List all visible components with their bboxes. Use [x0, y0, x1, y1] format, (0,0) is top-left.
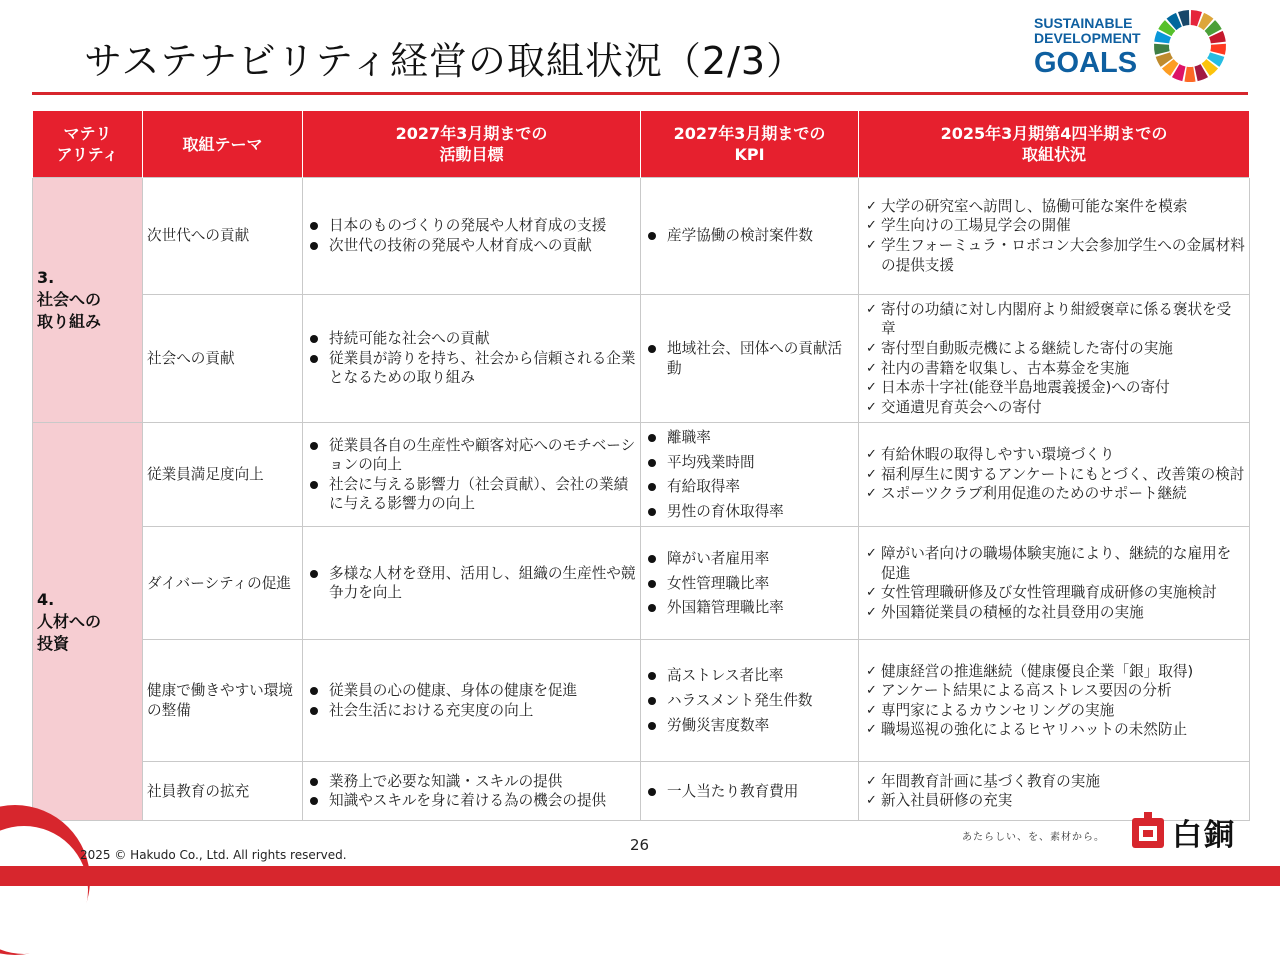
header-goals: 2027年3月期までの 活動目標 [303, 111, 641, 178]
status-cell [859, 178, 1250, 295]
goal-item: 業務上で必要な知識・スキルの提供 [307, 772, 636, 792]
status-item: ✓ 健康経営の推進継続（健康優良企業「銀」取得) [863, 662, 1245, 682]
kpi-item: 平均残業時間 [645, 453, 854, 473]
status-item: ✓ 女性管理職研修及び女性管理職育成研修の実施検討 [863, 583, 1245, 603]
status-item: ✓ 有給休暇の取得しやすい環境づくり [863, 445, 1245, 465]
sdg-line-2: DEVELOPMENT [1034, 30, 1141, 46]
status-item: ✓ 職場巡視の強化によるヒヤリハットの未然防止 [863, 720, 1245, 740]
header-status: 2025年3月期第4四半期までの 取組状況 [859, 111, 1250, 178]
goals-cell [303, 762, 641, 821]
sdg-wheel-segment [1210, 44, 1226, 55]
status-item: ✓ 学生フォーミュラ・ロボコン大会参加学生への金属材料の提供支援 [863, 236, 1245, 275]
status-item: ✓ スポーツクラブ利用促進のためのサポート継続 [863, 484, 1245, 504]
status-item: ✓ 福利厚生に関するアンケートにもとづく、改善策の検討 [863, 465, 1245, 485]
sdg-line-3: GOALS [1034, 47, 1138, 79]
materiality-number: 4. [37, 589, 55, 609]
sdg-wheel-icon [1152, 8, 1228, 84]
goal-item: 従業員の心の健康、身体の健康を促進 [307, 681, 636, 701]
theme-cell: 次世代への貢献 [143, 178, 303, 295]
status-item: ✓ 日本赤十字社(能登半島地震義援金)への寄付 [863, 378, 1245, 398]
goal-item: 従業員各自の生産性や顧客対応へのモチベーションの向上 [307, 436, 636, 475]
kpi-item: 障がい者雇用率 [645, 549, 854, 569]
status-cell [859, 423, 1250, 527]
sustainability-table [32, 111, 1250, 821]
table-row-next-generation [33, 178, 1250, 295]
kpi-item: 労働災害度数率 [645, 716, 854, 736]
status-item: ✓ アンケート結果による高ストレス要因の分析 [863, 681, 1245, 701]
goal-item: 持続可能な社会への貢献 [307, 329, 636, 349]
kpi-item: 外国籍管理職比率 [645, 598, 854, 618]
kpi-item: 産学協働の検討案件数 [645, 226, 854, 246]
status-item: ✓ 学生向けの工場見学会の開催 [863, 216, 1245, 236]
sdg-wheel-segment [1184, 67, 1195, 82]
status-item: ✓ 専門家によるカウンセリングの実施 [863, 701, 1245, 721]
theme-cell: 従業員満足度向上 [143, 423, 303, 527]
materiality-cell [33, 178, 143, 423]
goal-item: 社会に与える影響力（社会貢献）、会社の業績に与える影響力の向上 [307, 475, 636, 514]
kpi-item: 高ストレス者比率 [645, 666, 854, 686]
goal-item: 日本のものづくりの発展や人材育成の支援 [307, 216, 636, 236]
goals-cell [303, 640, 641, 762]
status-cell [859, 640, 1250, 762]
status-cell [859, 527, 1250, 640]
kpi-cell [641, 295, 859, 423]
table-row-society [33, 295, 1250, 423]
kpi-item: 女性管理職比率 [645, 574, 854, 594]
theme-cell: 健康で働きやすい環境の整備 [143, 640, 303, 762]
goals-cell [303, 423, 641, 527]
materiality-label: 社会への 取り組み [37, 290, 102, 331]
status-item: ✓ 外国籍従業員の積極的な社員登用の実施 [863, 603, 1245, 623]
status-item: ✓ 大学の研究室へ訪問し、協働可能な案件を模索 [863, 197, 1245, 217]
kpi-item: ハラスメント発生件数 [645, 691, 854, 711]
theme-cell: 社会への貢献 [143, 295, 303, 423]
title-divider [32, 92, 1248, 95]
kpi-item: 男性の育休取得率 [645, 502, 854, 522]
header-materiality: マテリ アリティ [33, 111, 143, 178]
theme-cell: 社員教育の拡充 [143, 762, 303, 821]
table-header-row [33, 111, 1250, 178]
goal-item: 社会生活における充実度の向上 [307, 701, 636, 721]
kpi-cell [641, 178, 859, 295]
kpi-cell [641, 762, 859, 821]
status-item: ✓ 交通遺児育英会への寄付 [863, 398, 1245, 418]
company-tagline: あたらしい、を、素材から。 [962, 832, 1105, 843]
header-theme: 取組テーマ [143, 111, 303, 178]
goals-cell [303, 178, 641, 295]
status-cell [859, 295, 1250, 423]
status-item: ✓ 年間教育計画に基づく教育の実施 [863, 772, 1245, 792]
goal-item: 次世代の技術の発展や人材育成への貢献 [307, 236, 636, 256]
status-item: ✓ 寄付の功績に対し内閣府より紺綬褒章に係る褒状を受章 [863, 300, 1245, 339]
sdg-wheel-segment [1154, 44, 1170, 55]
materiality-cell [33, 423, 143, 821]
kpi-cell [641, 640, 859, 762]
status-item: ✓ 新入社員研修の充実 [863, 791, 1245, 811]
goals-cell [303, 527, 641, 640]
goal-item: 多様な人材を登用、活用し、組織の生産性や競争力を向上 [307, 564, 636, 603]
kpi-item: 有給取得率 [645, 477, 854, 497]
goal-item: 従業員が誇りを持ち、社会から信頼される企業となるための取り組み [307, 349, 636, 388]
theme-cell: ダイバーシティの促進 [143, 527, 303, 640]
page-title: サステナビリティ経営の取組状況（2/3） [84, 39, 806, 83]
goals-cell [303, 295, 641, 423]
table-row-health [33, 640, 1250, 762]
kpi-item: 離職率 [645, 428, 854, 448]
company-logo-icon [1130, 812, 1166, 850]
status-item: ✓ 寄付型自動販売機による継続した寄付の実施 [863, 339, 1245, 359]
company-name: 白銅 [1172, 818, 1236, 853]
page-number: 26 [630, 836, 650, 854]
materiality-label: 人材への 投資 [37, 611, 102, 653]
goal-item: 知識やスキルを身に着ける為の機会の提供 [307, 791, 636, 811]
kpi-item: 一人当たり教育費用 [645, 782, 854, 802]
sdg-logo [1034, 8, 1230, 84]
copyright: 2025 © Hakudo Co., Ltd. All rights reserved. [80, 848, 347, 862]
table-row-diversity [33, 527, 1250, 640]
sdg-line-1: SUSTAINABLE [1034, 15, 1133, 31]
kpi-cell [641, 423, 859, 527]
table-row-employee-satisfaction [33, 423, 1250, 527]
footer-bar [0, 866, 1280, 886]
kpi-cell [641, 527, 859, 640]
materiality-number: 3. [37, 268, 55, 287]
kpi-item: 地域社会、団体への貢献活動 [645, 339, 854, 378]
status-item: ✓ 障がい者向けの職場体験実施により、継続的な雇用を促進 [863, 544, 1245, 583]
sdg-wordmark [1034, 16, 1144, 79]
header-kpi: 2027年3月期までの KPI [641, 111, 859, 178]
table-row-education [33, 762, 1250, 821]
status-item: ✓ 社内の書籍を収集し、古本募金を実施 [863, 359, 1245, 379]
